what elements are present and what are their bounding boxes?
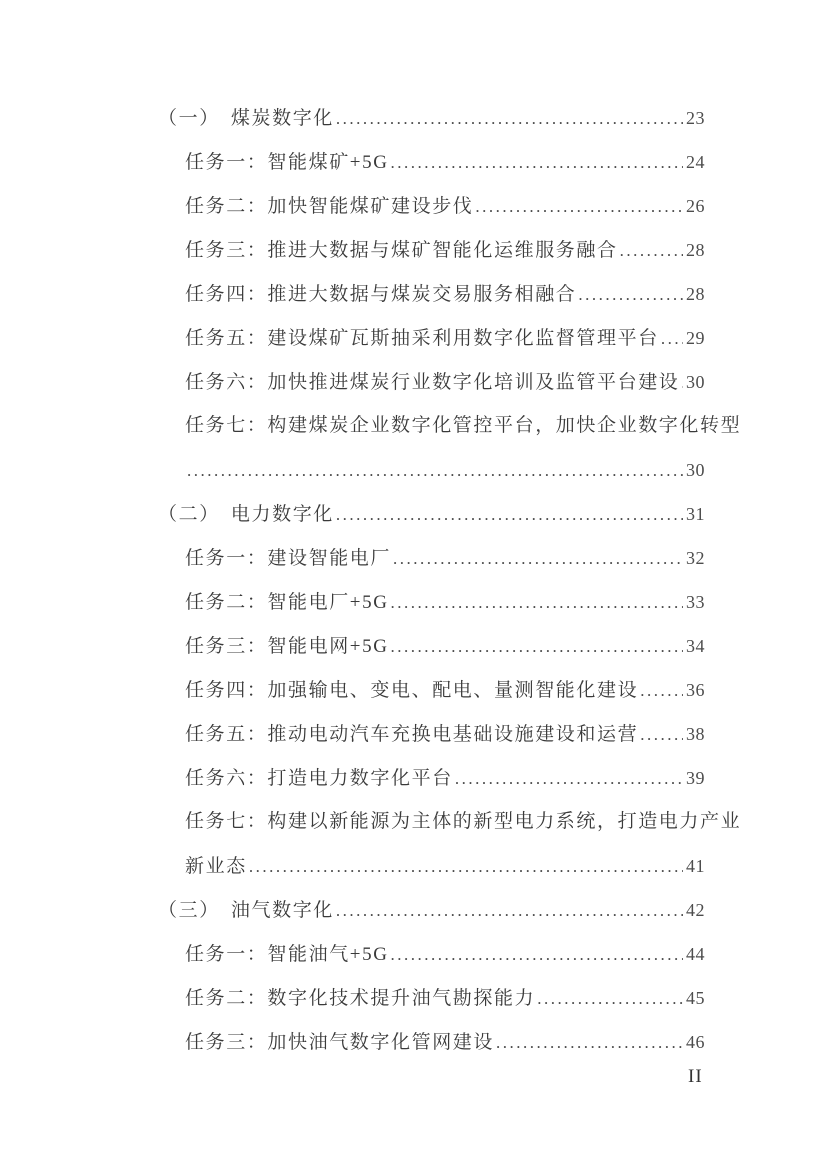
toc-page-number: 29 (686, 328, 705, 348)
toc-leader-dots (391, 141, 683, 185)
table-of-contents (158, 96, 742, 1064)
toc-page-number: 26 (686, 196, 705, 216)
toc-entry-text: 任务二：加快智能煤矿建设步伐 (185, 196, 474, 217)
toc-leader-dots (336, 889, 683, 933)
toc-entry-text: 任务三：加快油气数字化管网建设 (185, 1032, 495, 1053)
toc-entry[interactable] (158, 976, 705, 1020)
toc-page-number: 34 (686, 636, 705, 656)
toc-leader-dots (391, 625, 683, 669)
toc-entry-text: 任务三：推进大数据与煤矿智能化运维服务融合 (185, 240, 618, 261)
toc-entry-text: 任务七：构建煤炭企业数字化管控平台，加快企业数字化转型 (185, 415, 742, 436)
toc-page-number: 30 (686, 460, 705, 480)
toc-page-number: 31 (686, 504, 705, 524)
toc-entry-text: 新业态 (185, 856, 247, 877)
toc-entry-text: 任务五：推动电动汽车充换电基础设施建设和运营 (185, 724, 639, 745)
toc-page-number: 36 (686, 680, 705, 700)
toc-entry-text: 任务一：智能油气+5G (185, 944, 389, 965)
toc-entry[interactable] (158, 844, 705, 888)
toc-leader-dots (391, 933, 683, 977)
toc-entry[interactable] (158, 448, 705, 492)
toc-entry-text: 任务二：智能电厂+5G (185, 592, 389, 613)
toc-entry-text: 任务一：建设智能电厂 (185, 548, 392, 569)
toc-entry-text: （三） 油气数字化 (158, 900, 334, 921)
toc-entry[interactable] (158, 1020, 705, 1064)
toc-leader-dots (578, 273, 683, 317)
toc-leader-dots (496, 1021, 683, 1065)
toc-leader-dots (640, 669, 683, 713)
toc-entry-text: 任务五：建设煤矿瓦斯抽采利用数字化监督管理平台 (185, 328, 659, 349)
toc-entry[interactable] (158, 228, 705, 272)
toc-page-number: 44 (686, 944, 705, 964)
toc-entry[interactable] (158, 536, 705, 580)
toc-leader-dots (336, 493, 683, 537)
toc-leader-dots (620, 229, 683, 273)
toc-leader-dots (661, 317, 683, 361)
toc-entry[interactable] (158, 888, 705, 932)
toc-page-number: 30 (686, 372, 705, 392)
toc-leader-dots (187, 449, 683, 493)
toc-page-number: 39 (686, 768, 705, 788)
toc-entry-text: 任务一：智能煤矿+5G (185, 152, 389, 173)
toc-leader-dots (455, 757, 683, 801)
toc-page-number: 32 (686, 548, 705, 568)
toc-leader-dots (640, 713, 683, 757)
toc-leader-dots (681, 361, 683, 405)
toc-page-number: 28 (686, 240, 705, 260)
toc-entry[interactable] (158, 492, 705, 536)
toc-entry[interactable] (158, 624, 705, 668)
toc-entry[interactable] (158, 580, 705, 624)
toc-entry[interactable] (158, 96, 705, 140)
toc-entry[interactable] (158, 316, 705, 360)
toc-page-number: 42 (686, 900, 705, 920)
toc-entry-text: （二） 电力数字化 (158, 504, 334, 525)
toc-entry[interactable] (158, 184, 705, 228)
toc-page-number: 41 (686, 856, 705, 876)
toc-leader-dots (336, 97, 683, 141)
toc-entry-text: 任务六：加快推进煤炭行业数字化培训及监管平台建设 (185, 372, 680, 393)
toc-page-number: 28 (686, 284, 705, 304)
toc-page-number: 24 (686, 152, 705, 172)
toc-page-number: 33 (686, 592, 705, 612)
toc-leader-dots (537, 977, 683, 1021)
toc-entry[interactable] (158, 668, 705, 712)
toc-page-number: 45 (686, 988, 705, 1008)
toc-entry[interactable] (158, 800, 742, 844)
toc-page-number: 23 (686, 108, 705, 128)
footer-page-number: II (688, 1066, 703, 1087)
toc-entry-text: （一） 煤炭数字化 (158, 108, 334, 129)
toc-entry-text: 任务七：构建以新能源为主体的新型电力系统，打造电力产业 (185, 811, 742, 832)
toc-leader-dots (249, 845, 683, 889)
toc-entry[interactable] (158, 140, 705, 184)
toc-entry-text: 任务六：打造电力数字化平台 (185, 768, 453, 789)
toc-entry[interactable] (158, 756, 705, 800)
toc-entry-text: 任务四：推进大数据与煤炭交易服务相融合 (185, 284, 577, 305)
toc-entry[interactable] (158, 712, 705, 756)
toc-entry-text: 任务三：智能电网+5G (185, 636, 389, 657)
toc-leader-dots (393, 537, 683, 581)
toc-entry-text: 任务四：加强输电、变电、配电、量测智能化建设 (185, 680, 639, 701)
toc-page-number: 38 (686, 724, 705, 744)
toc-leader-dots (475, 185, 683, 229)
toc-entry[interactable] (158, 932, 705, 976)
toc-entry[interactable] (158, 272, 705, 316)
toc-entry-text: 任务二：数字化技术提升油气勘探能力 (185, 988, 536, 1009)
toc-entry[interactable] (158, 404, 742, 448)
toc-entry[interactable] (158, 360, 705, 404)
toc-leader-dots (391, 581, 683, 625)
toc-page-number: 46 (686, 1032, 705, 1052)
